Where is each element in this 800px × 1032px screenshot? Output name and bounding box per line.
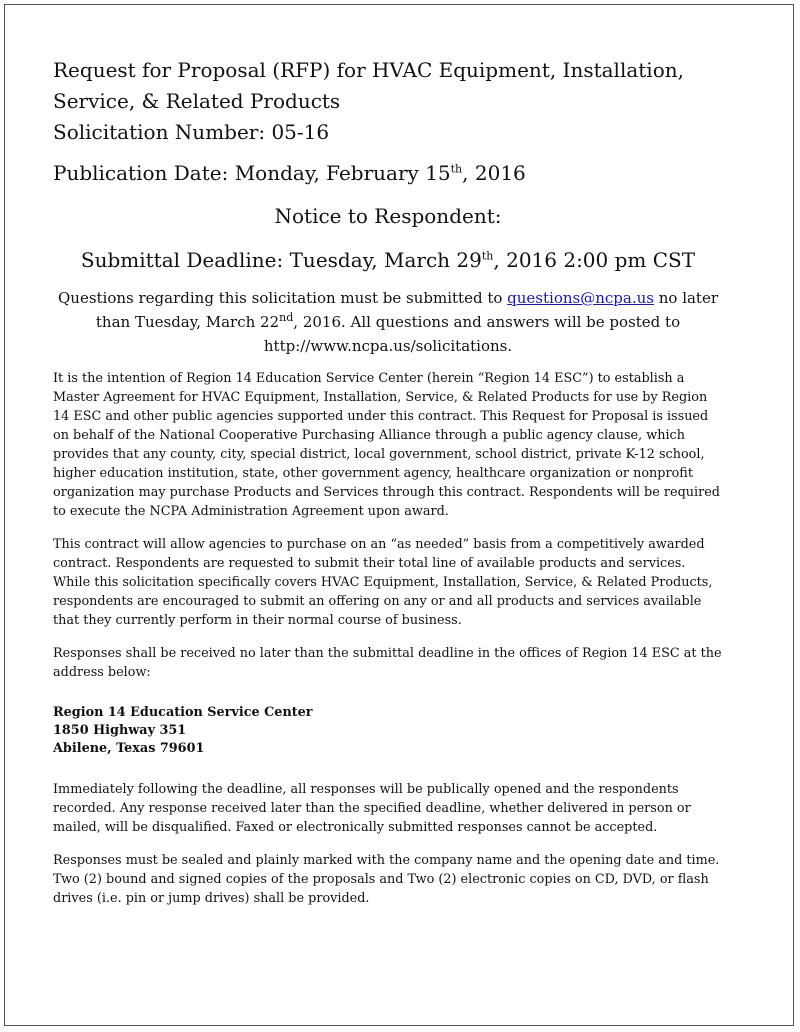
rfp-title-line-2: Service, & Related Products [53, 89, 341, 113]
questions-notice [53, 286, 723, 358]
mailing-address [53, 704, 723, 758]
rfp-header [53, 55, 723, 148]
questions-text-after: no later [653, 289, 719, 307]
solicitation-number: Solicitation Number: 05-16 [53, 120, 330, 144]
questions-text-before: Questions regarding this solicitation must be submitted to [57, 289, 508, 307]
rfp-title-line-1: Request for Proposal (RFP) for HVAC Equipment, Installation, [53, 58, 684, 82]
address-line-2: 1850 Highway 351 [53, 723, 187, 738]
responses-received-paragraph: Responses shall be received no later than the submittal deadline in the offices of Region 14 ESC at the address below: [53, 646, 722, 680]
questions-line-2-suffix: , 2016. All questions and answers will be posted to [293, 313, 681, 331]
questions-email-link[interactable]: questions@ncpa.us [507, 289, 654, 307]
opening-paragraph: Immediately following the deadline, all responses will be publically opened and the respondents recorded. Any response received later than the specified deadline, whether delivered in person or mailed, will be disqualified. Faxed or electronically submitted responses cannot be accepted. [53, 782, 691, 835]
questions-line-1 [53, 286, 723, 310]
questions-line-2 [53, 310, 723, 334]
publication-date-suffix: , 2016 [462, 161, 526, 185]
deadline-suffix: , 2016 2:00 pm CST [493, 248, 696, 272]
publication-date [53, 158, 723, 189]
solicitations-url: http://www.ncpa.us/solicitations. [263, 337, 513, 355]
submittal-deadline [53, 245, 723, 276]
publication-date-prefix: Publication Date: Monday, February 15 [53, 161, 451, 185]
deadline-prefix: Submittal Deadline: Tuesday, March 29 [80, 248, 482, 272]
address-line-1: Region 14 Education Service Center [53, 705, 313, 720]
document-body [53, 55, 723, 921]
contract-paragraph: This contract will allow agencies to purchase on an “as needed” basis from a competitively awarded contract. Respondents are requested to submit their total line of available products and services. While this solicitation specifically covers HVAC Equipment, Installation, Service, & Related Products, respondents are encouraged to submit an offering on any or and all products and services available that they currently perform in their normal course of business. [53, 537, 713, 628]
notice-title: Notice to Respondent: [274, 204, 502, 228]
intro-paragraph: It is the intention of Region 14 Education Service Center (herein “Region 14 ESC”) to establish a Master Agreement for HVAC Equipment, Installation, Service, & Related Products for use by Region 14 ESC and other public agencies supported under this contract. This Request for Proposal is issued on behalf of the National Cooperative Purchasing Alliance through a public agency clause, which provides that any county, city, special district, local government, school district, private K-12 school, higher education institution, state, other government agency, healthcare organization or nonprofit organization may purchase Products and Services through this contract. Respondents will be required to execute the NCPA Administration Agreement upon award. [53, 371, 720, 519]
publication-date-sup: th [450, 162, 463, 176]
questions-line-2-prefix: than Tuesday, March 22 [95, 313, 280, 331]
sealed-paragraph: Responses must be sealed and plainly marked with the company name and the opening date and time. Two (2) bound and signed copies of the proposals and Two (2) electronic copies on CD, DVD, or flash drives (i.e. pin or jump drives) shall be provided. [53, 853, 720, 906]
questions-line-2-sup: nd [279, 311, 294, 324]
address-line-3: Abilene, Texas 79601 [53, 741, 205, 756]
deadline-sup: th [481, 249, 494, 263]
